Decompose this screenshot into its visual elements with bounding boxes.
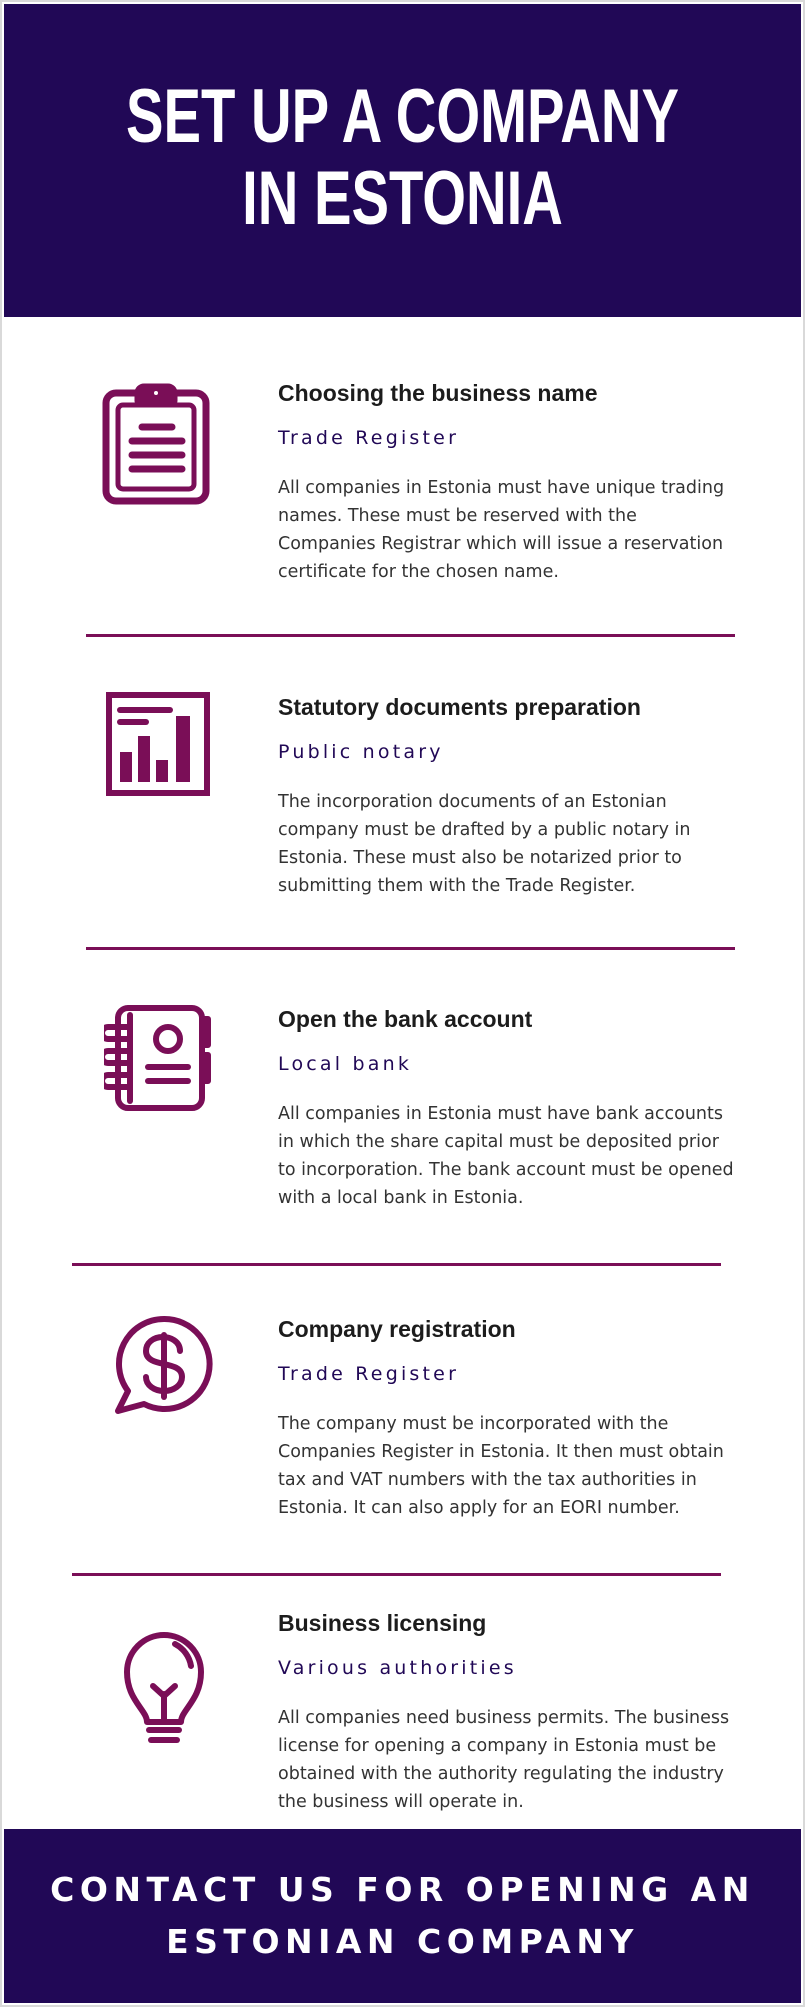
step-title: Business licensing	[278, 1610, 487, 1636]
bar-chart-icon	[106, 692, 210, 796]
step-description: The company must be incorporated with the Companies Register in Estonia. It then must obtain tax and VAT numbers with the tax authorities in Estonia. It can also apply for an EORI number.	[278, 1414, 724, 1518]
step-description: All companies in Estonia must have unique trading names. These must be reserved with the Companies Registrar which will issue a reservation certificate for the chosen name.	[278, 478, 725, 582]
step-title: Statutory documents preparation	[278, 694, 641, 720]
section-divider	[72, 1573, 721, 1576]
step-subtitle: Trade Register	[278, 1363, 460, 1385]
address-book-icon	[104, 1005, 214, 1111]
dollar-speech-bubble-icon	[114, 1315, 214, 1415]
clipboard-icon	[102, 379, 210, 505]
lightbulb-icon	[123, 1630, 205, 1750]
section-divider	[86, 947, 735, 950]
step-title: Open the bank account	[278, 1006, 533, 1032]
step-title: Company registration	[278, 1316, 516, 1342]
step-subtitle: Local bank	[278, 1053, 413, 1075]
section-divider	[86, 634, 735, 637]
step-title: Choosing the business name	[278, 380, 598, 406]
step-subtitle: Public notary	[278, 741, 444, 763]
section-divider	[72, 1263, 721, 1266]
step-description: All companies in Estonia must have bank accounts in which the share capital must be deposited prior to incorporation. The bank account must be opened with a local bank in Estonia.	[278, 1104, 734, 1208]
step-subtitle: Trade Register	[278, 427, 460, 449]
step-description: All companies need business permits. The business license for opening a company in Estonia must be obtained with the authority regulating the industry the business will operate in.	[278, 1708, 730, 1812]
infographic-page	[2, 2, 803, 2005]
step-description: The incorporation documents of an Estonian company must be drafted by a public notary in Estonia. These must also be notarized prior to submitting them with the Trade Register.	[278, 792, 691, 896]
contact-cta[interactable]: CONTACT US FOR OPENING AN ESTONIAN COMPANY	[50, 1870, 755, 1961]
header-banner	[4, 4, 801, 317]
page-title: SET UP A COMPANY IN ESTONIA	[125, 73, 680, 241]
contact-banner[interactable]	[4, 1829, 801, 2003]
step-subtitle: Various authorities	[278, 1657, 517, 1679]
